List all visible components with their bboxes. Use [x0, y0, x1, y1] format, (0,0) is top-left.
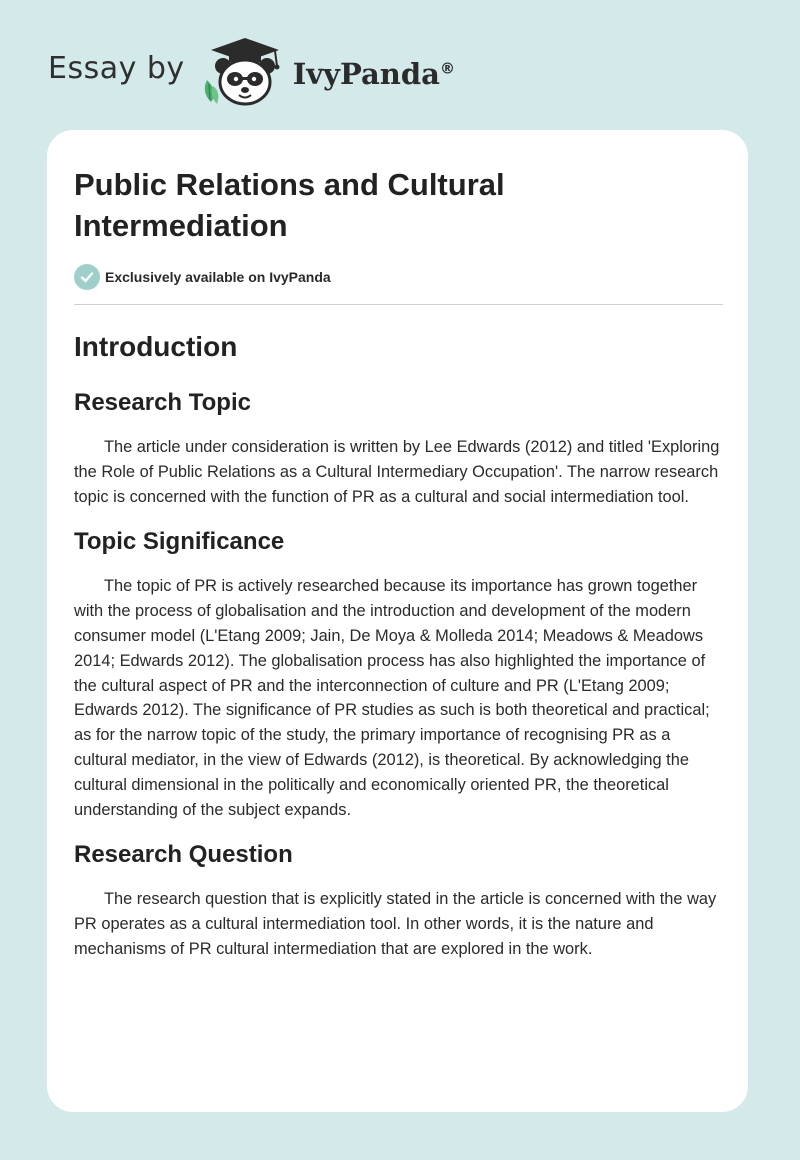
- subsection-heading-research-topic: Research Topic: [74, 389, 251, 416]
- exclusive-badge: [74, 264, 722, 290]
- document-card: [47, 130, 748, 1112]
- check-icon: [74, 264, 100, 290]
- exclusive-label: Exclusively available on IvyPanda: [105, 269, 331, 285]
- brand-prefix: Essay by: [48, 51, 185, 86]
- brand-header[interactable]: [48, 36, 455, 108]
- paragraph-research-topic: The article under consideration is written by Lee Edwards (2012) and titled 'Exploring the Role of Public Relations as a Cultural Intermediary Occupation'. The narrow research topic is concerned with the function of PR as a cultural and social intermediation tool.: [74, 438, 720, 506]
- paragraph-research-question: The research question that is explicitly stated in the article is concerned with the way PR operates as a cultural intermediation tool. In other words, it is the nature and mechanisms of PR cultural intermediation that are explored in the work.: [74, 890, 717, 958]
- paragraph-topic-significance: The topic of PR is actively researched because its importance has grown together with the process of globalisation and the introduction and development of the modern consumer model (L'Etang 2009; Jain, De Moya & Molleda 2014; Meadows & Meadows 2014; Edwards 2012). The globalisation process has also highlighted the importance of the cultural aspect of PR and the interconnection of culture and PR (L'Etang 2009; Edwards 2012). The significance of PR studies as such is both theoretical and practical; as for the narrow topic of the study, the primary importance of recognising PR as a cultural mediator, in the view of Edwards (2012), is theoretical. By acknowledging the cultural dimensional in the politically and economically oriented PR, the theoretical understanding of the subject expands.: [74, 577, 710, 819]
- subsection-heading-research-question: Research Question: [74, 841, 293, 869]
- brand-name: [292, 56, 455, 91]
- brand-name-text: IvyPanda: [292, 56, 440, 91]
- registered-mark: ®: [439, 58, 455, 77]
- section-heading-introduction: Introduction: [74, 331, 238, 362]
- divider: [74, 304, 723, 305]
- subsection-heading-topic-significance: Topic Significance: [74, 528, 285, 556]
- page-title: Public Relations and Cultural Intermediation: [74, 167, 505, 243]
- panda-graduate-icon: [199, 36, 291, 108]
